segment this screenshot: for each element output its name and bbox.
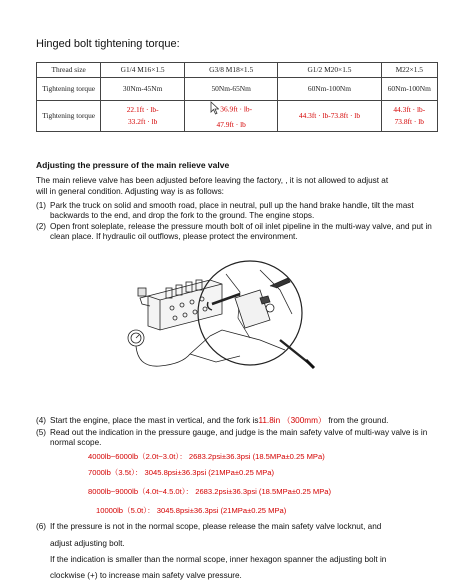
cell-line: 22.1ft · lb- [126,105,159,114]
pressure-spec: 8000lb~9000lb（4.0t~4.5.0t）： 2683.2psi±36.3psi (18.5MPa±0.25 MPa) [88,487,332,496]
mouse-cursor-icon [210,101,219,119]
cell-line: 44.3ft · lb- [393,105,426,114]
step-text: If the pressure is not in the normal scope, please release the main safety valve locknut, and [50,522,382,531]
header-cell: Thread size [37,63,101,78]
step-text: Park the truck on solid and smooth road, place in neutral, pull up the hand brake handle, tilt the mast backwards to the end, and drop the fork to the ground. The engine stops. [50,201,414,220]
header-cell: G3/8 M18×1.5 [184,63,277,78]
step-text-continued: clockwise (+) to increase main safety valve pressure. [50,571,242,580]
table-row [37,78,438,101]
table-cell: 60Nm-100Nm [381,78,437,101]
step-number: (6) [36,522,47,531]
torque-heading: Hinged bolt tightening torque: [36,38,180,50]
step-number: (5) [36,428,47,437]
step-text-continued: adjust adjusting bolt. [50,539,125,548]
pressure-spec: 4000lb~6000lb（2.0t~3.0t）： 2683.2psi±36.3psi (18.5MPa±0.25 MPa) [88,452,325,461]
step-number: (2) [36,222,47,231]
intro-line: will in general condition. Adjusting way is as follows: [36,187,224,196]
step-text-part: from the ground. [326,416,389,425]
table-cell [101,101,185,132]
table-cell [381,101,437,132]
table-cell [184,101,277,132]
torque-table [36,62,438,132]
step-text-part: Start the engine, place the mast in vertical, and the fork is [50,416,259,425]
cell-line: 47.9ft · lb [216,120,246,129]
row-label: Tightening torque [37,101,101,132]
intro-line: The main relieve valve has been adjusted before leaving the factory, , it is not allowed to adjust at [36,176,389,185]
table-row [37,63,438,78]
table-row [37,101,438,132]
step-text: Open front soleplate, release the pressure mouth bolt of oil inlet pipeline in the multi-way valve, and put in clean place. If hydraulic oil outflows, please protect the environment. [50,222,432,241]
table-cell: 50Nm-65Nm [184,78,277,101]
height-value: 11.8in （300mm） [258,416,327,425]
table-cell: 60Nm-100Nm [278,78,381,101]
step-number: (1) [36,201,47,210]
header-cell: M22×1.5 [381,63,437,78]
pressure-spec: 10000lb（5.0t）： 3045.8psi±36.3psi (21MPa±0.25 MPa) [96,506,287,515]
table-cell: 44.3ft · lb-73.8ft · lb [278,101,381,132]
table-cell: 30Nm-45Nm [101,78,185,101]
pressure-spec: 7000lb（3.5t）： 3045.8psi±36.3psi (21MPa±0.25 MPa) [88,468,275,477]
header-cell: G1/2 M20×1.5 [278,63,381,78]
step-number: (4) [36,416,47,425]
row-label: Tightening torque [37,78,101,101]
cell-line: 33.2ft · lb [127,117,158,126]
hydraulic-valve-illustration [120,258,320,398]
cell-line: 36.9ft · lb- [220,104,253,114]
step-text [50,416,440,426]
step-text: Read out the indication in the pressure gauge, and judge is the main safety valve of multi-way valve is in normal scope. [50,428,428,447]
section-title: Adjusting the pressure of the main relieve valve [36,160,230,170]
cell-line: 73.8ft · lb [394,117,424,126]
step-text-continued: If the indication is smaller than the normal scope, inner hexagon spanner the adjusting bolt in [50,555,387,564]
header-cell: G1/4 M16×1.5 [101,63,185,78]
